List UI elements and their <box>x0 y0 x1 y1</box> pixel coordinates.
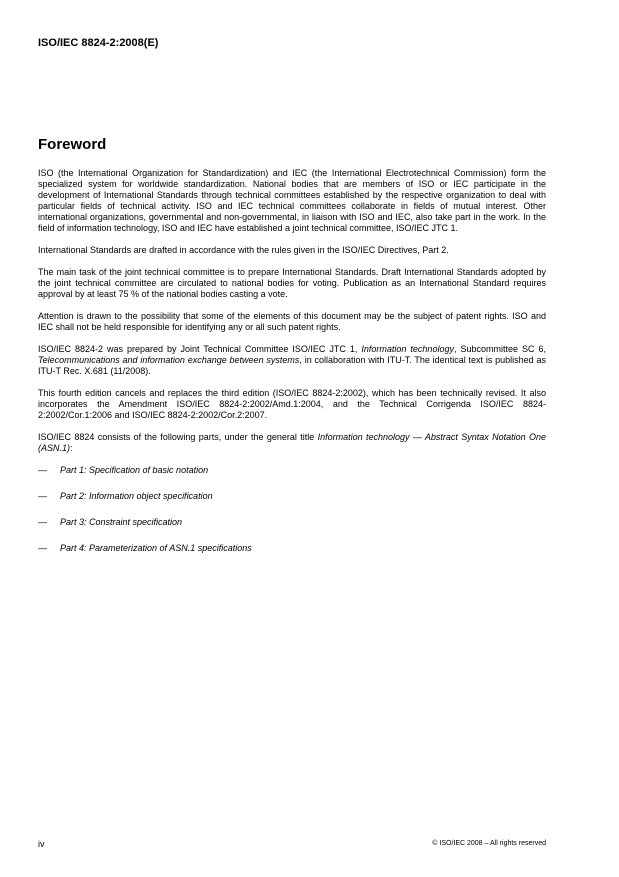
paragraph-patent-rights: Attention is drawn to the possibility that some of the elements of this document may be the subject of patent rights. ISO and IEC shall not be held responsible for identifying any or all such patent rights. <box>38 311 546 332</box>
preparation-text-a: ISO/IEC 8824-2 was prepared by Joint Technical Committee ISO/IEC JTC 1, <box>38 344 362 354</box>
dash-bullet: — <box>38 491 47 501</box>
paragraph-preparation <box>38 344 546 377</box>
part-label: Part 4: Parameterization of ASN.1 specifications <box>60 543 252 553</box>
list-item <box>38 465 546 476</box>
part-label: Part 3: Constraint specification <box>60 517 183 527</box>
list-item <box>38 517 546 528</box>
paragraph-organizations: ISO (the International Organization for Standardization) and IEC (the International Electrotechnical Commission) form the specialized system for worldwide standardization. National bodies that are members of ISO or IEC participate in the development of International Standards through technical committees established by the respective organization to deal with particular fields of technical activity. ISO and IEC technical committees collaborate in fields of mutual interest. Other international organizations, governmental and non-governmental, in liaison with ISO and IEC, also take part in the work. In the field of information technology, ISO and IEC have established a joint technical committee, ISO/IEC JTC 1. <box>38 168 546 233</box>
preparation-title-sc6: Telecommunications and information exchange between systems <box>38 355 300 365</box>
paragraph-main-task: The main task of the joint technical committee is to prepare International Standards. Draft International Standards adopted by the joint technical committee are circulated to national bodies for voting. Publication as an International Standard requires approval by at least 75 % of the national bodies casting a vote. <box>38 267 546 299</box>
part-label: Part 1: Specification of basic notation <box>60 465 209 475</box>
preparation-text-c: , Subcommittee SC 6, <box>453 344 546 354</box>
list-item <box>38 543 546 554</box>
parts-intro-text: ISO/IEC 8824 consists of the following parts, under the general title <box>38 432 318 442</box>
paragraph-edition: This fourth edition cancels and replaces the third edition (ISO/IEC 8824-2:2002), which has been technically revised. It also incorporates the Amendment ISO/IEC 8824-2:2002/Amd.1:2004, and the Technical Corrigenda ISO/IEC 8824-2:2002/Cor.1:2006 and ISO/IEC 8824-2:2002/Cor.2:2007. <box>38 388 546 420</box>
document-id-header: ISO/IEC 8824-2:2008(E) <box>38 37 159 49</box>
paragraph-directives: International Standards are drafted in accordance with the rules given in the ISO/IEC Directives, Part 2. <box>38 245 449 255</box>
dash-bullet: — <box>38 465 47 475</box>
preparation-title-it: Information technology <box>361 344 454 354</box>
copyright-notice: © ISO/IEC 2008 – All rights reserved <box>432 840 546 847</box>
page-number: iv <box>38 839 45 849</box>
preparation-text-e: , in collaboration with ITU-T. The identical text is published as ITU-T Rec. X.681 (11/2008). <box>38 355 546 376</box>
dash-bullet: — <box>38 517 47 527</box>
paragraph-parts-intro <box>38 432 546 454</box>
foreword-body <box>38 168 546 569</box>
parts-intro-colon: : <box>70 443 73 453</box>
parts-general-title: Information technology — Abstract Syntax Notation One (ASN.1) <box>38 432 546 453</box>
parts-list <box>38 465 546 554</box>
part-label: Part 2: Information object specification <box>60 491 213 501</box>
list-item <box>38 491 546 502</box>
page-title: Foreword <box>38 136 107 153</box>
dash-bullet: — <box>38 543 47 553</box>
